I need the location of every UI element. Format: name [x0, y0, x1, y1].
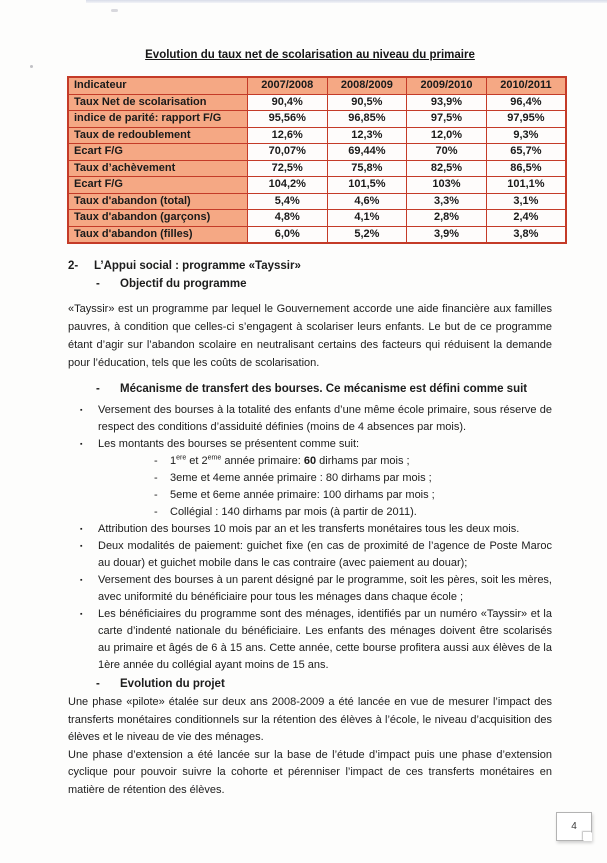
cell-value: 3,3% [407, 193, 487, 210]
table-row [68, 111, 566, 128]
sublist-item: - Collégial : 140 dirhams par mois (à partir de 2011). [68, 504, 552, 521]
intro-paragraph: «Tayssir» est un programme par lequel le Gouvernement accorde une aide financière aux familles pauvres, à condition que celles-ci s’engagent à scolariser leurs enfants. Le but de ce programme étant d’agir sur l’abandon scolaire en neutralisant certains des facteurs qui réduisent la demande pour l’éducation, tels que les coûts de scolarisation. [68, 303, 552, 369]
bullet-item: ▪ Versement des bourses à la totalité des enfants d’une même école primaire, sous réserve de respect des conditions d’assiduité définies (moins de 4 absences par mois). [68, 402, 552, 436]
table-row [68, 127, 566, 144]
scan-speck [30, 65, 33, 68]
cell-value: 82,5% [407, 160, 487, 177]
square-bullet-icon: ▪ [80, 526, 83, 533]
cell-value: 5,2% [327, 226, 407, 243]
cell-value: 4,6% [327, 193, 407, 210]
cell-value: 9,3% [486, 127, 566, 144]
column-header: 2007/2008 [247, 77, 327, 94]
row-label: Taux d'abandon (garçons) [68, 210, 247, 227]
bullet-item: ▪ Les bénéficiaires du programme sont des ménages, identifiés par un numéro «Tayssir» et la carte d’indenté nationale du bénéficiaire. Les enfants des ménages doivent être scolarisés au primaire et âgés de 6 à 15 ans. Cette année, cette bourse profitera aussi aux élèves de la 1ère année du collégial ayant moins de 15 ans. [68, 606, 552, 674]
cell-value: 96,85% [327, 111, 407, 128]
page-number-box [556, 812, 592, 841]
cell-value: 3,9% [407, 226, 487, 243]
evolution-label: Evolution du projet [120, 678, 225, 690]
row-label: Taux de redoublement [68, 127, 247, 144]
square-bullet-icon: ▪ [80, 441, 83, 448]
dash-marker: - [96, 383, 100, 395]
cell-value: 97,5% [407, 111, 487, 128]
table-row [68, 226, 566, 243]
cell-value: 3,8% [486, 226, 566, 243]
cell-value: 12,3% [327, 127, 407, 144]
cell-value: 101,1% [486, 177, 566, 194]
phase-paragraph-1: Une phase «pilote» étalée sur deux ans 2008-2009 a été lancée en vue de mesurer l’impact des transferts monétaires conditionnels sur la rétention des élèves à l’école, le niveau d’acquisition des élèves et le niveau de vie des ménages. [68, 696, 552, 743]
table-title: Evolution du taux net de scolarisation au niveau du primaire [145, 49, 475, 61]
dash-marker: - [154, 472, 158, 484]
cell-value: 95,56% [247, 111, 327, 128]
cell-value: 72,5% [247, 160, 327, 177]
bullet-item: ▪ Les montants des bourses se présentent comme suit: [68, 436, 552, 453]
row-label: Taux d'abandon (total) [68, 193, 247, 210]
cell-value: 4,8% [247, 210, 327, 227]
square-bullet-icon: ▪ [80, 543, 83, 550]
scan-speck [111, 9, 118, 12]
cell-value: 103% [407, 177, 487, 194]
cell-value: 70% [407, 144, 487, 161]
cell-value: 4,1% [327, 210, 407, 227]
cell-value: 75,8% [327, 160, 407, 177]
table-row [68, 210, 566, 227]
section-heading [68, 257, 552, 275]
square-bullet-icon: ▪ [80, 611, 83, 618]
scolarisation-table [67, 76, 567, 244]
cell-value: 65,7% [486, 144, 566, 161]
cell-value: 90,5% [327, 94, 407, 111]
row-label: indice de parité: rapport F/G [68, 111, 247, 128]
cell-value: 70,07% [247, 144, 327, 161]
row-label: Taux Net de scolarisation [68, 94, 247, 111]
page-number: 4 [571, 821, 577, 832]
montant-line: 1ere et 2eme année primaire: 60 dirhams par mois ; [170, 454, 410, 467]
section-title: L’Appui social : programme «Tayssir» [94, 260, 301, 272]
objectif-heading [96, 275, 552, 293]
cell-value: 69,44% [327, 144, 407, 161]
table-row [68, 144, 566, 161]
cell-value: 86,5% [486, 160, 566, 177]
mecanisme-heading [96, 380, 552, 398]
row-label: Ecart F/G [68, 177, 247, 194]
table-header-row [68, 77, 566, 94]
bullet-item: ▪ Versement des bourses à un parent désigné par le programme, soit les pères, soit les mères, avec uniformité du bénéficiaire pour tous les ménages dans chaque école ; [68, 572, 552, 606]
cell-value: 93,9% [407, 94, 487, 111]
square-bullet-icon: ▪ [80, 407, 83, 414]
evolution-heading [96, 675, 552, 693]
cell-value: 12,0% [407, 127, 487, 144]
column-header: 2009/2010 [407, 77, 487, 94]
dash-marker: - [154, 506, 158, 518]
bullet-list [68, 402, 552, 453]
dash-marker: - [96, 678, 100, 690]
dash-marker: - [96, 278, 100, 290]
scan-artifact-line [86, 0, 607, 3]
bullet-list [68, 521, 552, 674]
montants-sublist [68, 453, 552, 521]
table-row [68, 94, 566, 111]
page-content [68, 49, 552, 799]
dash-marker: - [154, 455, 158, 467]
row-label: Taux d’achèvement [68, 160, 247, 177]
table-row [68, 160, 566, 177]
column-header: 2008/2009 [327, 77, 407, 94]
cell-value: 90,4% [247, 94, 327, 111]
table-row [68, 177, 566, 194]
cell-value: 96,4% [486, 94, 566, 111]
cell-value: 5,4% [247, 193, 327, 210]
cell-value: 97,95% [486, 111, 566, 128]
section-number: 2- [68, 260, 79, 272]
bullet-item: ▪ Attribution des bourses 10 mois par an et les transferts monétaires tous les deux mois. [68, 521, 552, 538]
table-row [68, 193, 566, 210]
square-bullet-icon: ▪ [80, 577, 83, 584]
sublist-item: - 3eme et 4eme année primaire : 80 dirhams par mois ; [68, 470, 552, 487]
cell-value: 104,2% [247, 177, 327, 194]
row-label: Taux d'abandon (filles) [68, 226, 247, 243]
cell-value: 3,1% [486, 193, 566, 210]
cell-value: 12,6% [247, 127, 327, 144]
phase-paragraph-2: Une phase d’extension a été lancée sur la base de l’étude d’impact puis une phase d’extension cyclique pour pouvoir suivre la cohorte et pérenniser l’impact de ces transferts monétaires en matière de rétention des élèves. [68, 748, 552, 796]
dash-marker: - [154, 489, 158, 501]
column-header: 2010/2011 [486, 77, 566, 94]
cell-value: 2,8% [407, 210, 487, 227]
objectif-label: Objectif du programme [120, 278, 247, 290]
cell-value: 2,4% [486, 210, 566, 227]
cell-value: 6,0% [247, 226, 327, 243]
sublist-item [68, 453, 552, 470]
bullet-item: ▪ Deux modalités de paiement: guichet fixe (en cas de proximité de l’agence de Poste Maroc au douar) et guichet mobile dans le cas contraire (avec paiement au douar); [68, 538, 552, 572]
row-label: Ecart F/G [68, 144, 247, 161]
cell-value: 101,5% [327, 177, 407, 194]
mecanisme-label: Mécanisme de transfert des bourses. Ce mécanisme est défini comme suit [120, 383, 528, 395]
sublist-item: - 5eme et 6eme année primaire: 100 dirhams par mois ; [68, 487, 552, 504]
column-header: Indicateur [68, 77, 247, 94]
